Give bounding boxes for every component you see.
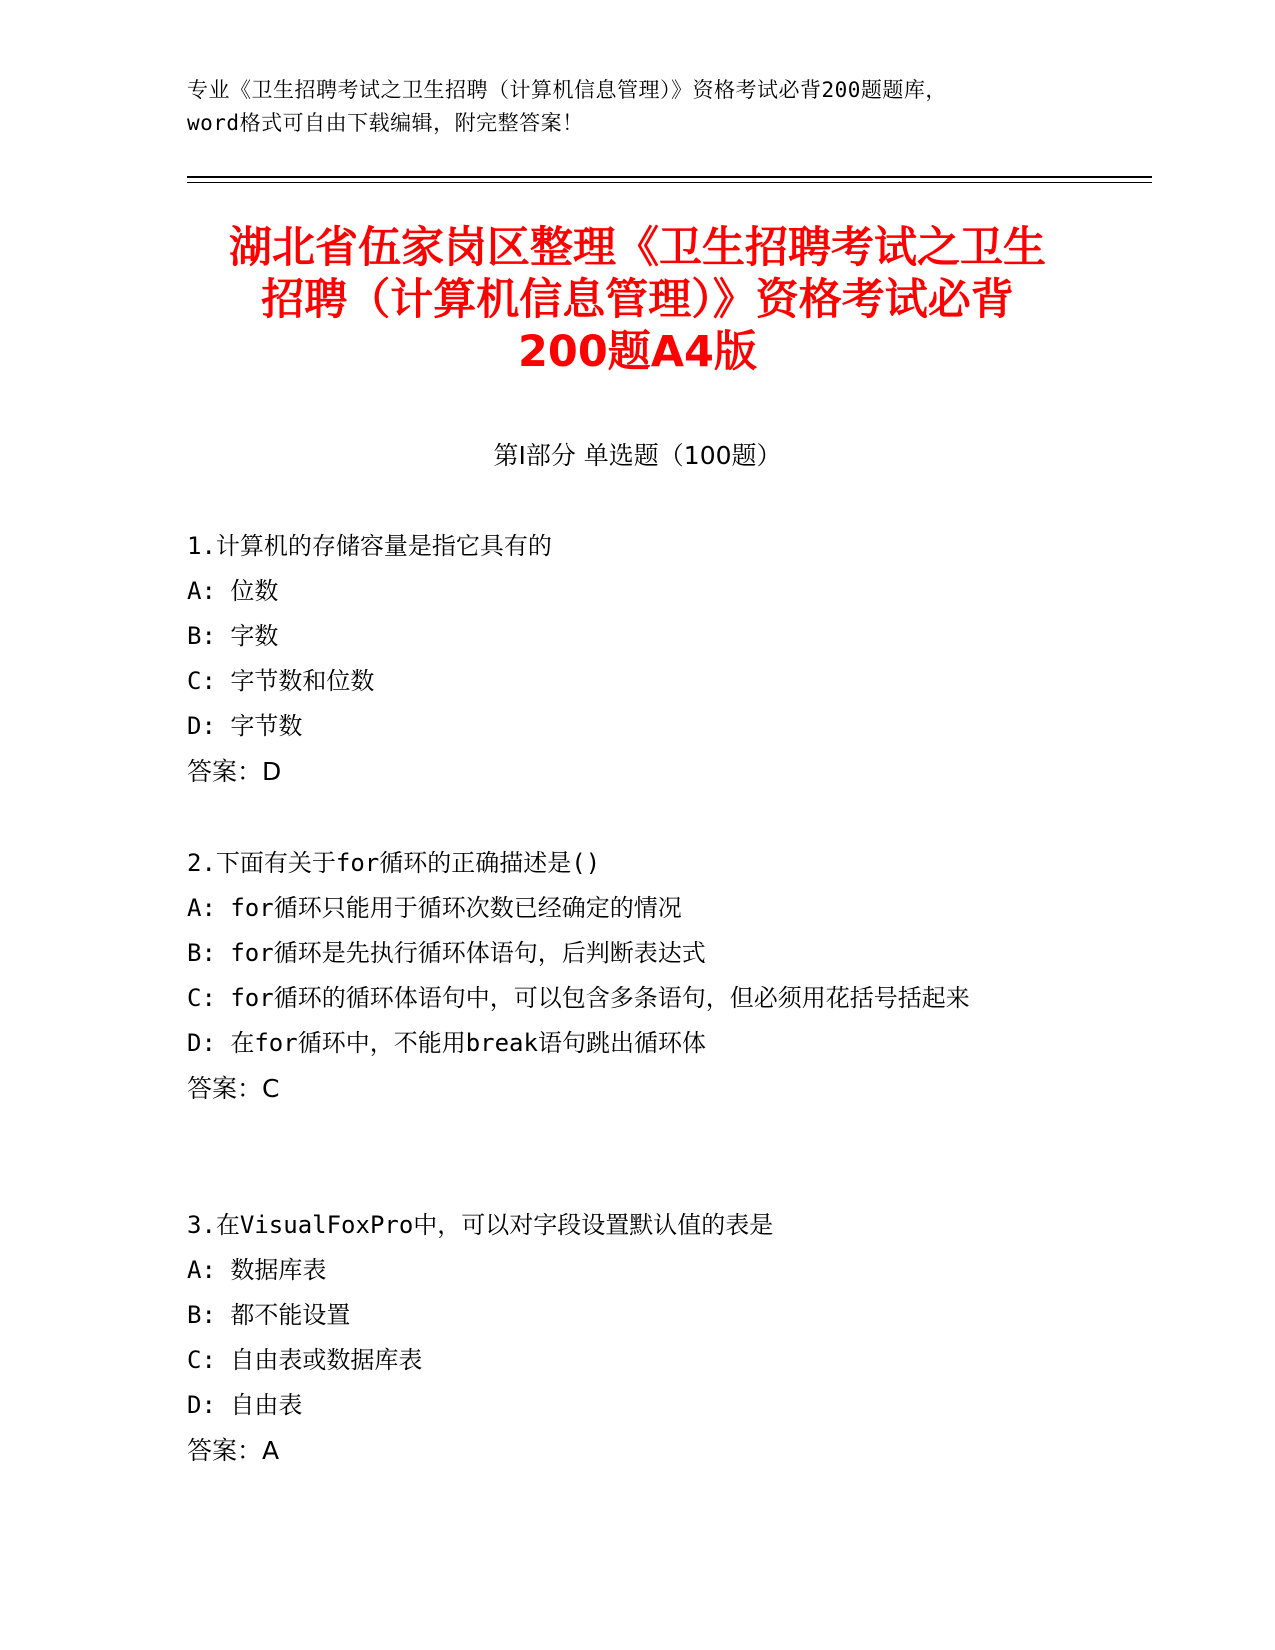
option-a: A: for循环只能用于循环次数已经确定的情况	[187, 894, 682, 922]
option-b: B: 都不能设置	[187, 1301, 351, 1329]
document-title-line-2: 招聘（计算机信息管理）》资格考试必背	[261, 275, 1014, 325]
question-stem: 3.在VisualFoxPro中，可以对字段设置默认值的表是	[187, 1211, 774, 1239]
question-2	[187, 841, 1087, 1111]
question-3	[187, 1203, 1087, 1473]
header-divider-thick	[187, 176, 1152, 178]
answer: 答案：A	[187, 1436, 280, 1465]
document-title-line-1: 湖北省伍家岗区整理《卫生招聘考试之卫生	[229, 223, 1046, 273]
option-a: A: 数据库表	[187, 1256, 327, 1284]
answer: 答案：C	[187, 1074, 280, 1103]
document-title	[130, 222, 1145, 378]
header-note-line-2: word格式可自由下载编辑，附完整答案！	[187, 111, 584, 135]
option-d: D: 自由表	[187, 1391, 303, 1419]
question-stem: 1.计算机的存储容量是指它具有的	[187, 532, 552, 560]
question-stem: 2.下面有关于for循环的正确描述是()	[187, 849, 601, 877]
option-b: B: for循环是先执行循环体语句，后判断表达式	[187, 939, 706, 967]
header-divider-thin	[187, 182, 1152, 183]
header-note	[187, 74, 1087, 140]
header-note-line-1: 专业《卫生招聘考试之卫生招聘（计算机信息管理）》资格考试必背200题题库，	[187, 78, 947, 102]
section-heading: 第Ⅰ部分 单选题（100题）	[493, 441, 782, 470]
option-c: C: 自由表或数据库表	[187, 1346, 423, 1374]
document-title-line-3: 200题A4版	[518, 327, 757, 377]
option-d: D: 字节数	[187, 712, 303, 740]
option-d: D: 在for循环中，不能用break语句跳出循环体	[187, 1029, 706, 1057]
option-a: A: 位数	[187, 577, 279, 605]
option-c: C: 字节数和位数	[187, 667, 375, 695]
option-b: B: 字数	[187, 622, 279, 650]
question-1	[187, 524, 1087, 794]
option-c: C: for循环的循环体语句中，可以包含多条语句，但必须用花括号括起来	[187, 984, 970, 1012]
answer: 答案：D	[187, 757, 282, 786]
